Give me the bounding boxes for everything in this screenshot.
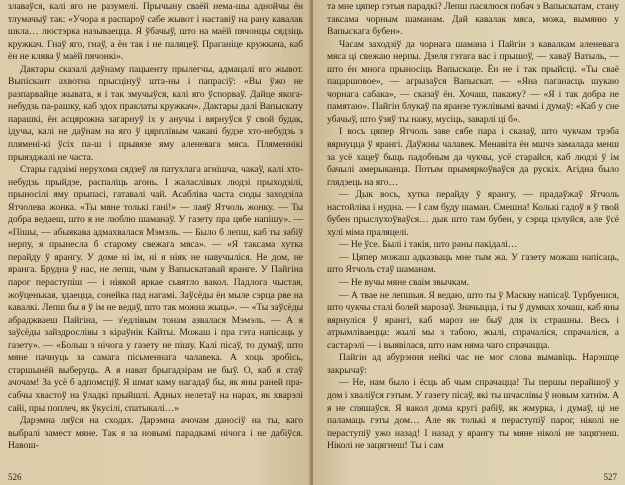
paragraph: злаваўся, калі яго не разумелі. Прычыну сваёй нема-шы аднойчы ён тлумачыў так: «Учора я распароў сабе жывот і наставіў на рану кавалак шкла… люстэрка называецца. Я ўбачыў, што на маёй пячонцы сядзіць кружкач. Гнаў яго, гнаў, а ён так і не паляцеў. Праганіце кружкача, каб ён не клява ў маёй пячонкі». [8, 1, 303, 63]
paragraph: Стары гадзімі нерухома сядзеў ля патухлага агнішча, чакаў, калі хто-небудзь прыйдзе, распаліць агонь. І жаласлівых людзі прыходзілі, прыносілі яму прыпасі, гатавалі чай. Асабліва часта сюды заходзіла Ятчолева жонка. «Ты мяне толькі гані!» — лаяў Ятчоль жонку. — Ты добра ведаеш, што я не люблю шаманаў. У газету пра цябе напішу». — «Пішы, — абыякава адмахвалася Мэмэль. — Было б лепш, каб ты забіў нерпу, я прынесла б старому свежага мяса». — «Я таксама хутка перайду ў ярангу. У доме ні ім, ні я ніяк не навучыліся. Не дом, не яранга. Бруднa ў нас, не лепш, чым у Вапыскатавай яранге. У Пайгіна парог пераступіш — і ніякой яркае сьвятло вакол. Падлога чыстая, жоўценькая, здаецца, сонейка пад нагамі. Заўсёды ён мыле сэрца рве на кавалкі. Лепш бы я ў ім не ведаў, што так можна жыць». — «Ты заўсёды абраджваеш Пайгіна, — з'едлівым тонам азвалася Мэмэль. — А я заўсёды зайздрослівы з кіраўнік Кайты. Можаш і пра гэта напісаць у газету». — «Больш з нічога у газету не пішу. Калі пісаў, то думаў, што мяне пачнуць за самага пісьменнага чалавека. А хоць зробісь, старшынёй выберуць. А я нават брыгадзірам не быў. О, каб я стаў ачочам! За усё б адпомсціў. Я шмат каму нагадаў бы, як яны раней пра-сабчы хвастоў на ўладкі прыйшлі. Адных нелетаў на нарах, як хварэлі сайі, пры поплеч, як ўкусілі, спатыкалі…» [8, 164, 303, 414]
paragraph: та мне цяпер гэтыя парадкі? Лепш пасялюся побач з Вапыскатам, стану таксама чорным шаманам. Дай кавалак мяса, можа, вымяню у Вапыскага бубен». [327, 1, 619, 38]
paragraph: — Не ўсе. Былі і такія, што раны пакідалі… [339, 239, 518, 251]
right-page [313, 0, 625, 485]
left-page [0, 0, 311, 485]
paragraph: І вось цяпер Ятчоль заве сябе пара і сказаў, што чукчам трэба вярнуцца ў ярангі. Даўжны чалавек. Менавіта ён мшчэ замалада менш за усё хацеў быць падобным да чукчы, усё старайся, каб людзі ў ім бачылі амерыканца. Потым прымяркоўваўся да рускіх. Агідна было глядзець на яго… [327, 126, 619, 188]
paragraph: — А твае не лепшыя. Я ведаю, што ты ў Маскву напісаў. Турбуешся, што чукчы сталі болей марозаў. Значыцца, і ты ў думках хочаш, каб яны вярнуліся ў ярангі, каб мароз не быў для іх страшны. Весь і атрымліваецца: жылі мы з табою, жылі, спрачаліся, спрачаліся, а састарэлі — і выявілася, што нам няма чаго спрачацца. [327, 289, 619, 351]
paragraph: — Цяпер можаш адказваць мне тым жа. У газету можаш напісаць, што Ятчоль стаў шаманам. [327, 251, 619, 276]
paragraph: Дактары сказалі даўнаму пацыенту прылегчы, адмацалі яго жывот. Выпіскант ахвотна прысцінуў шта-ны і папрасіў: «Вы ўжо не разпарвайце жывата, я і так змучыўся, калі яго ўспорваў. Дайце якога-небудзь па-рашку, каб здох праклаты кружкач». Дактары далі Вапыскату парашкі, ён асцярожна загарнуў іх у анучы і вярнуўся ў свой будак, ідучы, калі не даўнам на яго ў цярплівым чакані будзе хто-небудзь з плямені-кі ўсіх па-ш і прывязе яму аленевага мяса. Пляменнікі прыязджалі не часта. [8, 63, 303, 163]
paragraph: — Не вучы мяне сваім звычкам. [339, 277, 469, 289]
paragraph: — Не, нам было і ёсць аб чым спрачацца! Ты першы перайшоў у дом і хваліўся гэтым. У газету пісаў, які ты шчаслівы ў новым хатнім. А я не спяшаўся. Я вакол дома кругі рабіў, як жмурка, і думаў, ці не паламаць гэты дом… Але як толькі я пераступіў парог, ніколі не пераступіў ужо назад! І назад у ярангу ты мяне ніколі не зацягнеш. Ніколі не зацягнеш! Ты і сам [327, 377, 619, 452]
paragraph: Пайгін ад абурэння нейкі час не мог слова вымавіць. Нарэшце закрычаў: [327, 352, 619, 376]
page-number: 526 [8, 472, 22, 482]
paragraph: — Дык вось, хутка перайду ў ярангу, — прадаўжаў Ятчоль настойліва і нудна. — І сам буду шаман. Смешна! Колькі гадоў я ў твой бубен прыслухоўваўся… дык што там бубен, у сэрца цэлуйся, але ўсё хулі міма праляцелі. [327, 189, 619, 238]
paragraph: Часам заходзіў да чорнага шамана і Пайгін з кавалкам аленевага мяса ці свежаю нерпы. Дзеля гэтага вас і прышоў, — хаваў Ватыль, — што ён многа прыносіць Вапыскаце. Ён не і так прыйсці. «Ты сваё пацаршовое», — агрызаўся Вапыскат. — «Яна паганасць шукаю чорнага сабака», — сказаў ён. Хочаш, пакажу? — «Я і так добра не памятаю». Пайгін блукаў па яранзе тужлівымі вачмі і думаў: «Каб у сне убачыў, што ўзяў ты нажу, мусіць, заварлі ці б». [327, 38, 619, 125]
paragraph: Дарэмна ляўся на сходах. Дарэмна ачочам даносіў на ты, каго выбралі замест мяне. Так я за новымі парадкамі нічога і не дабіўся. Навош- [8, 415, 303, 452]
page-number: 527 [603, 472, 617, 482]
right-page-text [327, 1, 619, 453]
left-page-text [8, 1, 303, 453]
